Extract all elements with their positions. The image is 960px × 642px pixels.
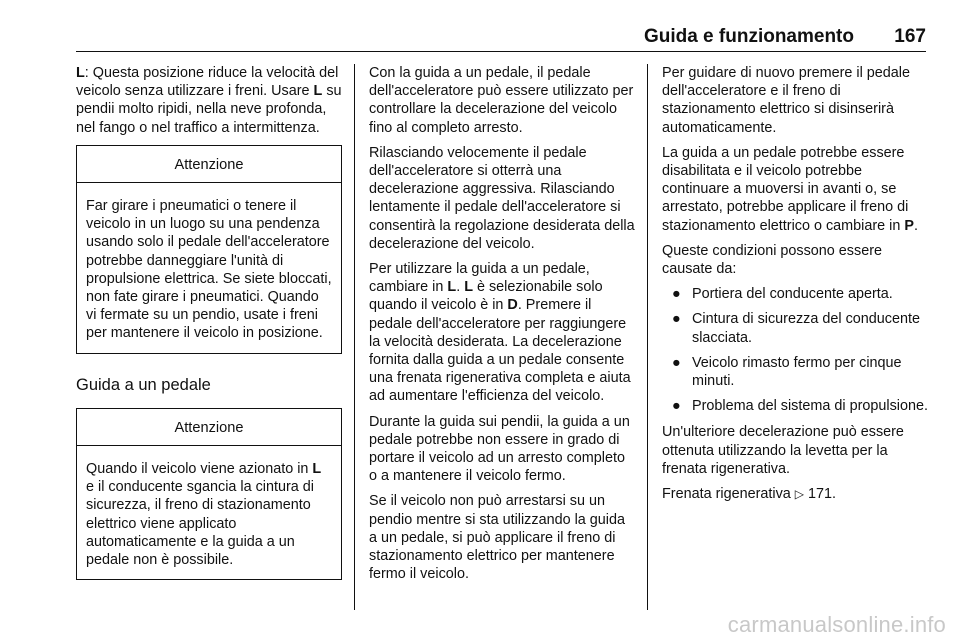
bold-run: P [904,217,914,234]
page-number: 167 [894,26,926,47]
warning-box [76,145,342,354]
body-paragraph: La guida a un pedale potrebbe essere disabilitata e il veicolo potrebbe continuare a muoversi in avanti o, se arrestato, potrebbe applicare il freno di stazionamento elettrico o cambiare in P. [662,144,918,234]
list-item [662,397,928,415]
bullet-icon: ● [672,354,681,371]
body-paragraph: Per utilizzare la guida a un pedale, cambiare in L. L è selezionabile solo quando il veicolo è in D. Premere il pedale dell'acceleratore per raggiungere la velocità desiderata. La decelerazione fornita dalla guida a un pedale consente una frenata rigenerativa completa e aiuta ad aumentare l'efficienza del veicolo. [369,261,631,405]
body-paragraph: Rilasciando velocemente il pedale dell'acceleratore si otterrà una decelerazione aggressiva. Rilasciando lentamente il pedale dell'acceleratore si consentirà la regolazione desiderata della decelerazione del veicolo. [369,144,635,252]
page-header [76,24,926,52]
bullet-icon: ● [672,311,681,328]
body-paragraph: Queste condizioni possono essere causate da: [662,242,882,278]
column-middle [369,64,635,590]
bold-run: L [76,65,85,81]
cross-reference-text: Frenata rigenerativa [662,486,791,503]
column-divider [647,64,648,610]
column-left [76,64,342,580]
warning-box-title: Attenzione [77,409,341,446]
list-item-text: Cintura di sicurezza del conducente slacciata. [692,311,920,346]
warning-box-body: Far girare i pneumatici o tenere il veicolo in un luogo su una pendenza usando solo il pedale dell'acceleratore potrebbe danneggiare l'unità di propulsione elettrica. Se siete bloccati, non fate girare i pneumatici. Quando vi fermate su un pendio, usate i freni per mantenere il veicolo in posizione. [86,198,332,342]
warning-box-body: Quando il veicolo viene azionato in L e il conducente sgancia la cintura di sicurezza, il freno di stazionamento elettrico viene applicato automaticamente e la guida a un pedale non è possibile. [86,461,322,569]
bullet-icon: ● [672,398,681,415]
list-item-text: Veicolo rimasto fermo per cinque minuti. [692,354,902,390]
list-item-text: Portiera del conducente aperta. [692,286,893,303]
body-paragraph: Se il veicolo non può arrestarsi su un pendio mentre si sta utilizzando la guida a un pedale, si può applicare il freno di stazionamento elettrico per mantenere fermo il veicolo. [369,493,625,583]
body-paragraph: Durante la guida sui pendii, la guida a un pedale potrebbe non essere in grado di portare il veicolo ad un arresto completo o a mantenere il veicolo fermo. [369,413,630,485]
body-paragraph: Con la guida a un pedale, il pedale dell'acceleratore può essere utilizzato per controllare la decelerazione del veicolo fino al completo arresto. [369,65,634,136]
section-heading: Guida a un pedale [76,375,211,394]
condition-list [662,285,928,415]
bold-run: L [447,279,457,296]
warning-box [76,408,342,580]
cross-reference-page: 171. [808,486,837,503]
bullet-icon: ● [672,286,681,303]
body-paragraph: Un'ulteriore decelerazione può essere ottenuta utilizzando la levetta per la frenata rigenerativa. [662,424,904,477]
page-header-title: Guida e funzionamento [643,26,854,47]
column-divider [354,64,355,610]
list-item-text: Problema del sistema di propulsione. [692,398,928,415]
bold-run: L [313,83,323,100]
bold-run: D [507,297,518,314]
warning-box-title: Attenzione [77,146,341,183]
list-item [662,354,928,390]
list-item [662,310,928,346]
bold-run: L [464,279,473,296]
column-right [662,64,928,510]
cross-reference[interactable] [662,485,928,503]
watermark: carmanualsonline.info [727,612,946,637]
bold-run: L [312,461,322,478]
cross-reference-arrow-icon: ▷ [794,487,805,502]
list-item [662,285,928,303]
intro-paragraph: L: Questa posizione riduce la velocità del veicolo senza utilizzare i freni. Usare L su pendii molto ripidi, nella neve profonda, nel fango o nel traffico a intermittenza. [76,65,342,136]
body-paragraph: Per guidare di nuovo premere il pedale dell'acceleratore e il freno di stazionamento elettrico si disinserirà automaticamente. [662,65,910,136]
header-rule [76,51,926,52]
